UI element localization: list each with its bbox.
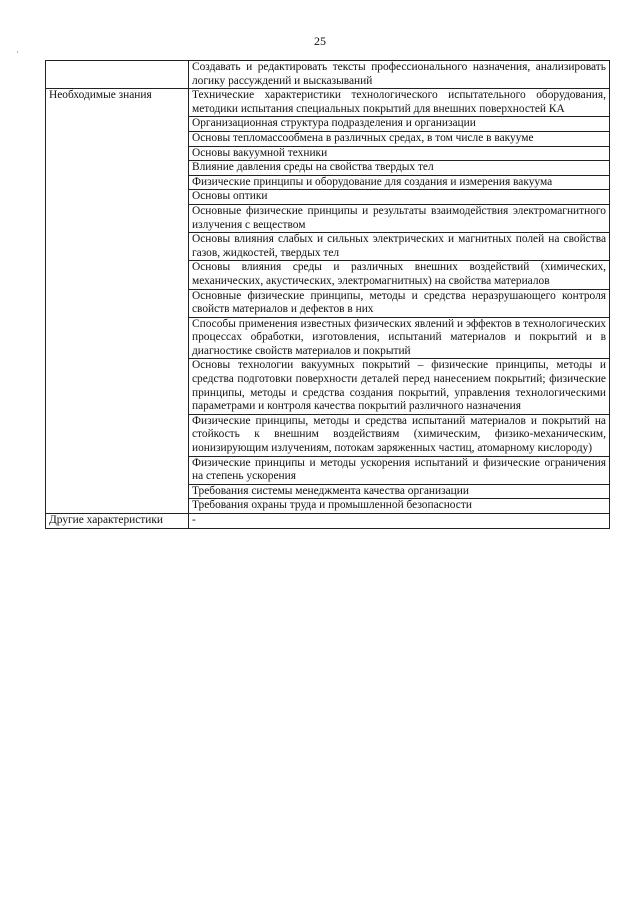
other-characteristics-label: Другие характеристики bbox=[46, 514, 189, 529]
knowledge-item: Основы влияния среды и различных внешних воздействий (химических, механических, акустических, электромагнитных) на свойства материалов bbox=[189, 261, 610, 289]
skill-cell: Создавать и редактировать тексты профессионального назначения, анализировать логику рассуждений и высказываний bbox=[189, 61, 610, 89]
knowledge-item: Требования охраны труда и промышленной безопасности bbox=[189, 499, 610, 514]
knowledge-item: Основы вакуумной техники bbox=[189, 146, 610, 161]
knowledge-item: Основные физические принципы и результаты взаимодействия электромагнитного излучения с веществом bbox=[189, 204, 610, 232]
other-characteristics-value: - bbox=[189, 514, 610, 529]
knowledge-item: Технические характеристики технологического испытательного оборудования, методики испытания специальных покрытий для внешних поверхностей КА bbox=[189, 89, 610, 117]
knowledge-item: Основы оптики bbox=[189, 190, 610, 205]
competency-table bbox=[45, 60, 610, 529]
page-number: 25 bbox=[314, 34, 326, 48]
knowledge-item: Требования системы менеджмента качества организации bbox=[189, 484, 610, 499]
table-row bbox=[46, 61, 610, 89]
table-row bbox=[46, 514, 610, 529]
knowledge-item: Основные физические принципы, методы и средства неразрушающего контроля свойств материалов и дефектов в них bbox=[189, 289, 610, 317]
knowledge-item: Организационная структура подразделения и организации bbox=[189, 117, 610, 132]
table-row bbox=[46, 89, 610, 117]
margin-mark: · bbox=[16, 47, 19, 57]
knowledge-label: Необходимые знания bbox=[46, 89, 189, 514]
knowledge-item: Основы тепломассообмена в различных средах, в том числе в вакууме bbox=[189, 131, 610, 146]
knowledge-item: Физические принципы, методы и средства испытаний материалов и покрытий на стойкость к внешним воздействиям (химическим, физико-механическим, ионизирующим излучениям, потокам заряженных частиц, атомарному кислороду) bbox=[189, 414, 610, 456]
empty-label-cell bbox=[46, 61, 189, 89]
knowledge-item: Влияние давления среды на свойства твердых тел bbox=[189, 161, 610, 176]
knowledge-item: Способы применения известных физических явлений и эффектов в технологических процессах обработки, изготовления, испытаний материалов и покрытий и в диагностике свойств материалов и покрытий bbox=[189, 317, 610, 359]
knowledge-item: Физические принципы и оборудование для создания и измерения вакуума bbox=[189, 175, 610, 190]
knowledge-item: Основы технологии вакуумных покрытий – физические принципы, методы и средства подготовки поверхности деталей перед нанесением покрытий; физические принципы, методы и средства создания покрытий, управления технологическими параметрами и контроля качества покрытий различного назначения bbox=[189, 359, 610, 414]
knowledge-item: Физические принципы и методы ускорения испытаний и физические ограничения на степень ускорения bbox=[189, 456, 610, 484]
knowledge-item: Основы влияния слабых и сильных электрических и магнитных полей на свойства газов, жидкостей, твердых тел bbox=[189, 233, 610, 261]
